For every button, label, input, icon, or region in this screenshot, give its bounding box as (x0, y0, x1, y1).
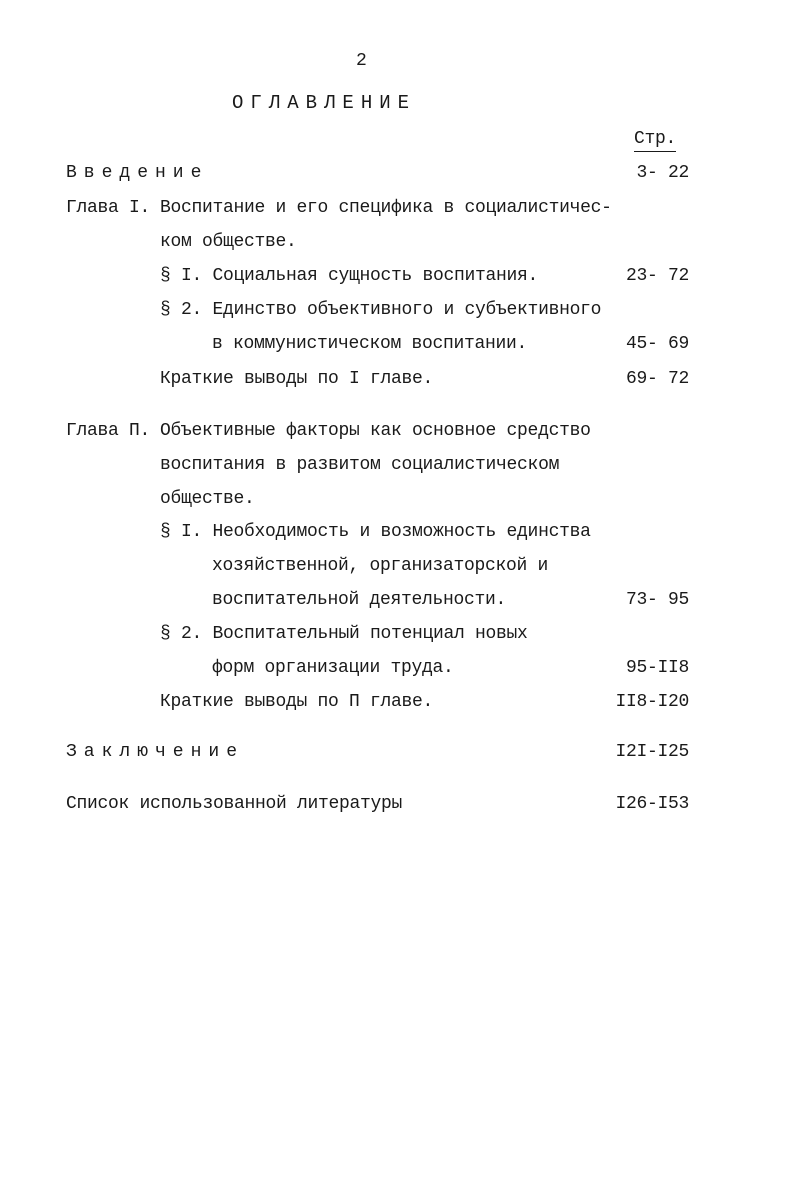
toc-ch2-section-1-line2: хозяйственной, организаторской и (212, 556, 549, 576)
toc-ch2-section-1-line3: воспитательной деятельности. (212, 590, 507, 610)
toc-ch2-section-2-line2: форм организации труда. (212, 658, 454, 678)
toc-ch2-section-2-pages: 95-II8 (625, 658, 689, 678)
toc-ch2-section-2-line1: § 2. Воспитательный потенциал новых (160, 624, 528, 644)
toc-chapter-1-title-line1: Воспитание и его специфика в социалистичес- (160, 198, 612, 218)
toc-ch1-section-1: § I. Социальная сущность воспитания. (160, 266, 539, 286)
toc-ch1-section-2-pages: 45- 69 (625, 334, 689, 354)
toc-chapter-2-title-line1: Объективные факторы как основное средство (160, 421, 591, 441)
toc-chapter-2-prefix: Глава П. (66, 421, 151, 441)
toc-conclusion-pages: I2I-I25 (615, 742, 689, 762)
toc-bibliography: Список использованной литературы (66, 794, 403, 814)
page-number: 2 (356, 51, 367, 71)
toc-ch1-section-2-line1: § 2. Единство объективного и субъективного (160, 300, 602, 320)
toc-conclusion: Заключение (66, 742, 245, 762)
toc-ch2-section-1-line1: § I. Необходимость и возможность единства (160, 522, 591, 542)
toc-ch2-section-1-pages: 73- 95 (625, 590, 689, 610)
toc-introduction: Введение (66, 163, 209, 183)
toc-ch1-summary: Краткие выводы по I главе. (160, 369, 434, 389)
toc-chapter-1-title-line2: ком обществе. (160, 232, 297, 252)
toc-chapter-2-title-line2: воспитания в развитом социалистическом (160, 455, 560, 475)
toc-ch1-section-1-pages: 23- 72 (625, 266, 689, 286)
toc-chapter-1-prefix: Глава I. (66, 198, 151, 218)
toc-chapter-2-title-line3: обществе. (160, 489, 255, 509)
pages-column-header: Стр. (634, 128, 676, 152)
toc-ch2-summary: Краткие выводы по П главе. (160, 692, 434, 712)
toc-ch2-summary-pages: II8-I20 (615, 692, 689, 712)
toc-introduction-pages: 3- 22 (636, 163, 689, 183)
toc-bibliography-pages: I26-I53 (615, 794, 689, 814)
toc-ch1-section-2-line2: в коммунистическом воспитании. (212, 334, 528, 354)
toc-ch1-summary-pages: 69- 72 (625, 369, 689, 389)
page-title: ОГЛАВЛЕНИЕ (232, 92, 417, 114)
